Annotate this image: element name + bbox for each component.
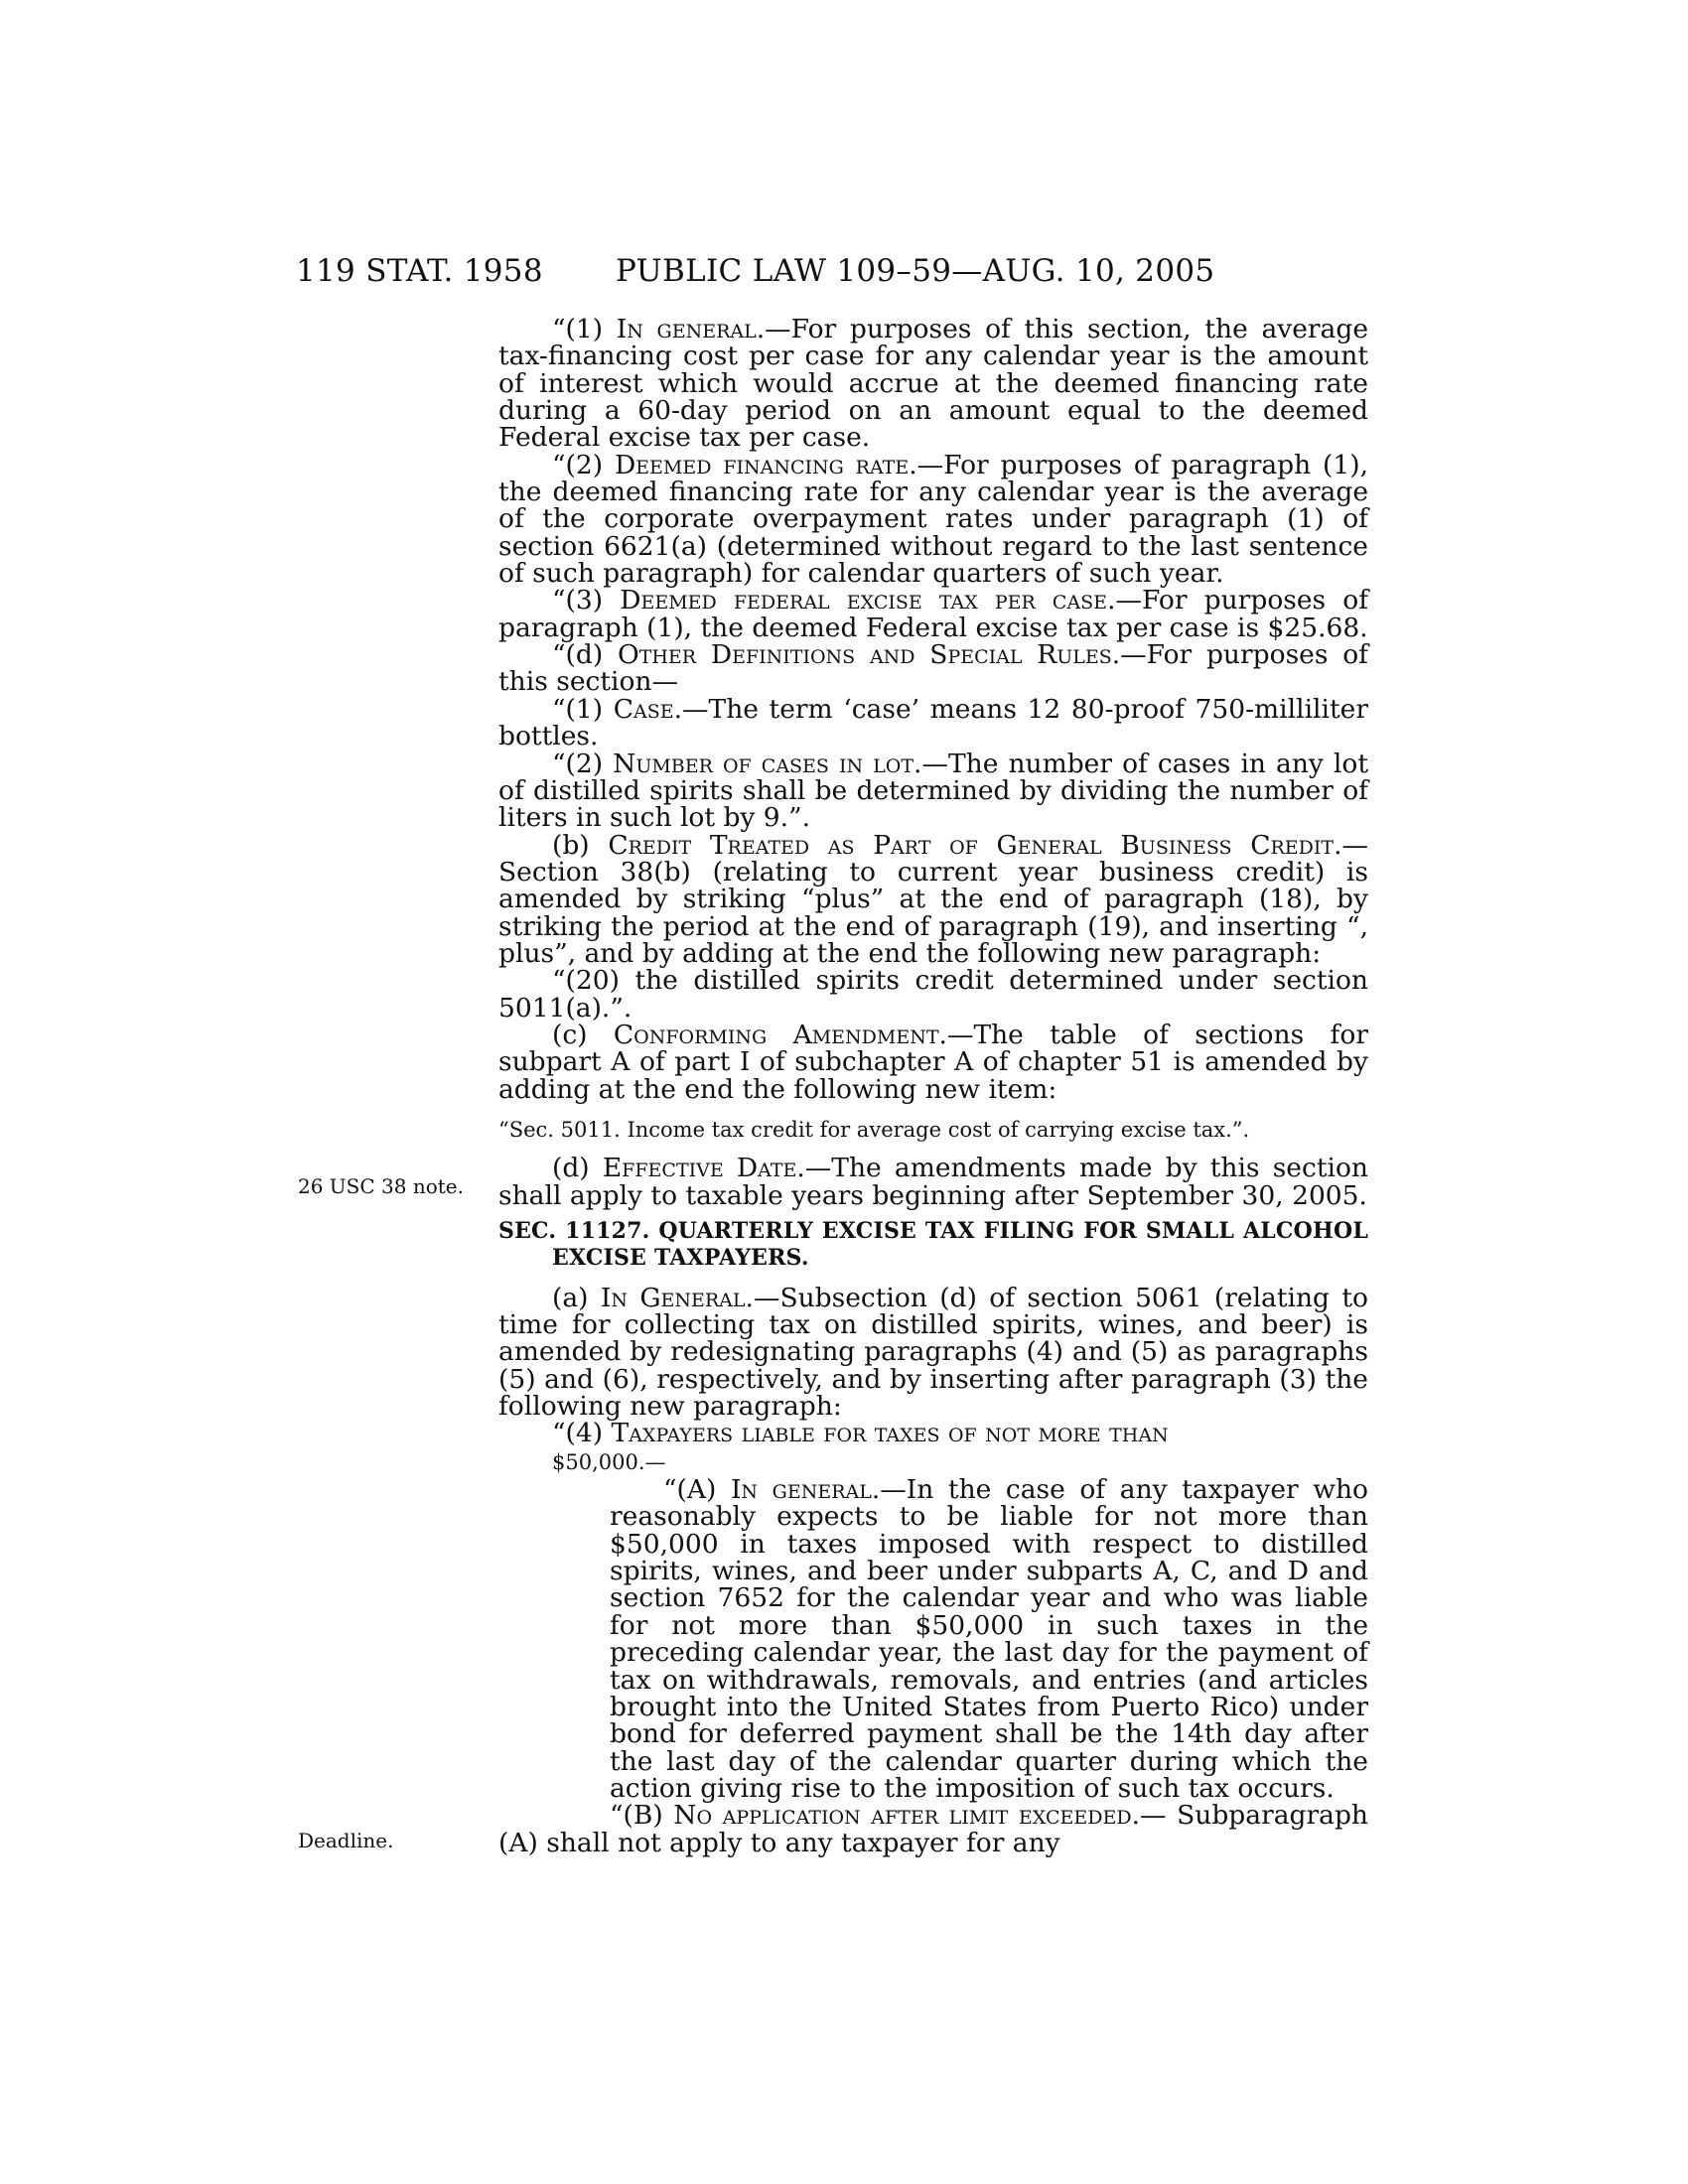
paragraph-heading: Deemed federal excise tax per case	[620, 585, 1108, 616]
paragraph-text: .—For purposes of this section—	[498, 639, 1368, 698]
subparagraph-b	[498, 1802, 1368, 1856]
paragraph-heading: In General	[600, 1282, 746, 1313]
paragraph-c3	[498, 587, 1368, 641]
margin-note-deadline: Deadline.	[298, 1829, 394, 1852]
stat-reference: 119 STAT. 1958	[296, 253, 543, 289]
page-title: PUBLIC LAW 109–59—AUG. 10, 2005	[616, 253, 1215, 289]
paragraph-heading: No application after limit exceeded	[673, 1800, 1132, 1832]
subsection-b	[498, 829, 1368, 969]
paragraph-text: .—The table of sections for subpart A of part I of subchapter A of chapter 51 is amended by adding at the end the following new item:	[498, 1019, 1368, 1105]
paragraph-heading: Credit Treated as Part of General Business Credit	[608, 829, 1335, 861]
paragraph-b20: “(20) the distilled spirits credit determined under section 5011(a).”.	[498, 965, 1368, 1024]
section-heading: SEC. 11127. QUARTERLY EXCISE TAX FILING FOR SMALL ALCOHOL EXCISE TAXPAYERS.	[498, 1218, 1368, 1272]
paragraph-4	[552, 1420, 1368, 1476]
paragraph-number: “(1)	[552, 693, 614, 725]
paragraph-text: .— Section 38(b) (relating to current year business credit) is amended by striking “plus” at the end of paragraph (18), by striking the period at the end of paragraph (19), and inserting “, plus”, and by adding at the end the following new paragraph:	[498, 829, 1368, 969]
paragraph-c2	[498, 449, 1368, 590]
paragraph-heading: Conforming Amendment	[613, 1019, 939, 1050]
paragraph-number: “(B)	[610, 1800, 674, 1832]
paragraph-number: “(4)	[552, 1418, 612, 1449]
paragraph-heading: Other Definitions and Special Rules	[617, 639, 1112, 671]
paragraph-text: .—For purposes of paragraph (1), the deemed financing rate for any calendar year is the average of the corporate overpayment rates under paragraph (1) of section 6621(a) (determined without regard to the last sentence of such paragraph) for calendar quarters of such year.	[498, 449, 1368, 590]
paragraph-number: “(1)	[552, 314, 617, 344]
paragraph-heading: Case	[613, 693, 674, 725]
paragraph-heading: Number of cases in lot	[613, 748, 914, 779]
paragraph-number: “(2)	[552, 449, 615, 480]
paragraph-heading: In general	[730, 1474, 872, 1506]
table-of-sections-item: “Sec. 5011. Income tax credit for average cost of carrying excise tax.”.	[498, 1117, 1250, 1142]
subsection-effective-date	[498, 1155, 1368, 1209]
paragraph-text: .—The amendments made by this section shall apply to taxable years beginning after September 30, 2005.	[498, 1153, 1368, 1211]
paragraph-number: (b)	[552, 829, 609, 861]
subparagraph-a	[610, 1476, 1368, 1802]
paragraph-number: “(d)	[552, 639, 618, 671]
paragraph-text: .—For purposes of this section, the average tax-financing cost per case for any calendar year is the amount of interest which would accrue at the deemed financing rate during a 60-day period on an amount equal to the deemed Federal excise tax per case.	[498, 314, 1369, 454]
subsection-a	[498, 1282, 1368, 1423]
paragraph-text: .—The term ‘case’ means 12 80-proof 750-milliliter bottles.	[498, 693, 1369, 752]
paragraph-heading: Deemed financing rate	[614, 449, 910, 480]
paragraph-number: (a)	[552, 1282, 601, 1313]
paragraph-number: “(2)	[552, 748, 614, 779]
paragraph-text: .—Subsection (d) of section 5061 (relating to time for collecting tax on distilled spirits, wines, and beer) is amended by redesignating paragraphs (4) and (5) as paragraphs (5) and (6), respectively, and by inserting after paragraph (3) the following new paragraph:	[498, 1282, 1368, 1423]
paragraph-text: .—The number of cases in any lot of distilled spirits shall be determined by dividing the number of liters in such lot by 9.”.	[498, 748, 1368, 834]
paragraph-number: (d)	[552, 1153, 603, 1184]
paragraph-text: .—For purposes of paragraph (1), the deemed Federal excise tax per case is $25.68.	[498, 585, 1369, 643]
paragraph-d2	[498, 748, 1368, 834]
paragraph-number: “(A)	[663, 1474, 731, 1506]
paragraph-text: .—In the case of any taxpayer who reasonably expects to be liable for not more than $50,000 in taxes imposed with respect to distilled spirits, wines, and beer under subparts A, C, and D and section 7652 for the calendar year and who was liable for not more than $50,000 in such taxes in the preceding calendar year, the last day for the payment of tax on withdrawals, removals, and entries (and articles brought into the United States from Puerto Rico) under bond for deferred payment shall be the 14th day after the last day of the calendar quarter during which the action giving rise to the imposition of such tax occurs.	[610, 1474, 1369, 1804]
paragraph-text: .— Subparagraph (A) shall not apply to any taxpayer for any	[498, 1800, 1368, 1858]
paragraph-heading: Taxpayers liable for taxes of not more than	[611, 1418, 1169, 1449]
document-body	[498, 316, 1368, 1856]
subsection-d	[498, 641, 1368, 696]
paragraph-heading: Effective Date	[602, 1153, 797, 1184]
subsection-c	[498, 1019, 1368, 1105]
paragraph-number: (c)	[552, 1019, 614, 1050]
paragraph-heading: In general	[616, 314, 757, 344]
paragraph-d1	[498, 693, 1369, 752]
paragraph-number: “(3)	[552, 585, 621, 616]
margin-note-usc: 26 USC 38 note.	[298, 1174, 464, 1198]
paragraph-c1	[498, 316, 1368, 452]
paragraph-heading-tail: $50,000.—	[552, 1449, 666, 1474]
